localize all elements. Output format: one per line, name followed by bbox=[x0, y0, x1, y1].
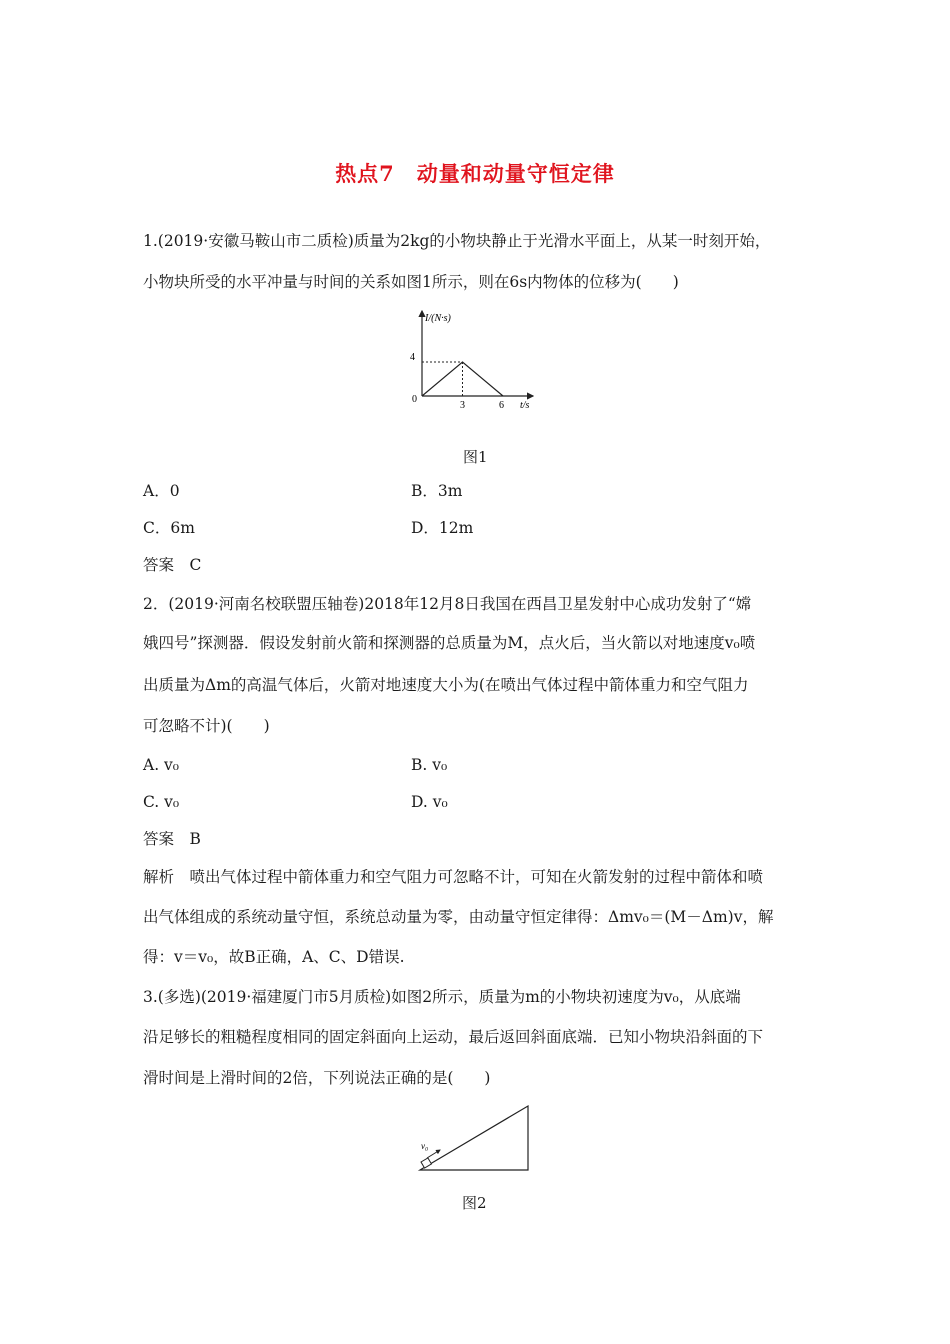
x-tick-label: 3 bbox=[460, 400, 465, 411]
x-axis-label: t/s bbox=[520, 400, 530, 411]
q2-option-c: C. v₀ bbox=[143, 793, 180, 811]
y-axis-label: I/(N·s) bbox=[425, 313, 451, 324]
q1-line-1: 1.(2019·安徽马鞍山市二质检)质量为2kg的小物块静止于光滑水平面上，从某一时刻开始， bbox=[143, 232, 771, 250]
q2-line-2: 娥四号”探测器．假设发射前火箭和探测器的总质量为M，点火后，当火箭以对地速度v₀喷 bbox=[143, 634, 756, 652]
velocity-label: v₀ bbox=[421, 1141, 429, 1151]
q1-option-c: C．6m bbox=[143, 519, 195, 537]
q2-analysis-line-3: 得：v＝v₀，故B正确，A、C、D错误. bbox=[143, 948, 405, 966]
q2-line-1: 2．(2019·河南名校联盟压轴卷)2018年12月8日我国在西昌卫星发射中心成功发射了“嫦 bbox=[143, 595, 752, 613]
incline-triangle bbox=[420, 1106, 528, 1170]
velocity-arrow bbox=[427, 1150, 440, 1158]
q3-line-2: 沿足够长的粗糙程度相同的固定斜面向上运动，最后返回斜面底端．已知小物块沿斜面的下 bbox=[143, 1028, 764, 1046]
q1-line-2: 小物块所受的水平冲量与时间的关系如图1所示，则在6s内物体的位移为( ) bbox=[143, 273, 679, 291]
q1-option-b: B．3m bbox=[411, 482, 463, 500]
q2-answer: 答案 B bbox=[143, 830, 201, 848]
q1-option-d: D．12m bbox=[411, 519, 474, 537]
figure-1-caption: 图1 bbox=[463, 448, 488, 466]
q2-analysis-line-1: 解析 喷出气体过程中箭体重力和空气阻力可忽略不计，可知在火箭发射的过程中箭体和喷 bbox=[143, 868, 764, 886]
q2-option-b: B. v₀ bbox=[411, 756, 448, 774]
q2-option-a: A. v₀ bbox=[143, 756, 180, 774]
figure-1-chart bbox=[405, 305, 545, 415]
block-on-incline bbox=[421, 1158, 431, 1168]
y-tick-label: 4 bbox=[410, 352, 415, 363]
origin-label: 0 bbox=[412, 394, 417, 405]
figure-2-incline bbox=[415, 1100, 535, 1178]
q1-option-a: A．0 bbox=[143, 482, 180, 500]
figure-2-caption: 图2 bbox=[462, 1194, 487, 1212]
page-title: 热点7 动量和动量守恒定律 bbox=[335, 161, 615, 186]
q2-option-d: D. v₀ bbox=[411, 793, 448, 811]
x-tick-label: 6 bbox=[499, 400, 504, 411]
q3-line-3: 滑时间是上滑时间的2倍，下列说法正确的是( ) bbox=[143, 1069, 491, 1087]
q2-line-3: 出质量为Δm的高温气体后，火箭对地速度大小为(在喷出气体过程中箭体重力和空气阻力 bbox=[143, 676, 749, 694]
q2-analysis-line-2: 出气体组成的系统动量守恒，系统总动量为零，由动量守恒定律得：Δmv₀＝(M－Δm)v，解 bbox=[143, 908, 774, 926]
q3-line-1: 3.(多选)(2019·福建厦门市5月质检)如图2所示，质量为m的小物块初速度为v₀，从底端 bbox=[143, 988, 741, 1006]
q2-line-4: 可忽略不计)( ) bbox=[143, 717, 270, 735]
q1-answer: 答案 C bbox=[143, 556, 202, 574]
